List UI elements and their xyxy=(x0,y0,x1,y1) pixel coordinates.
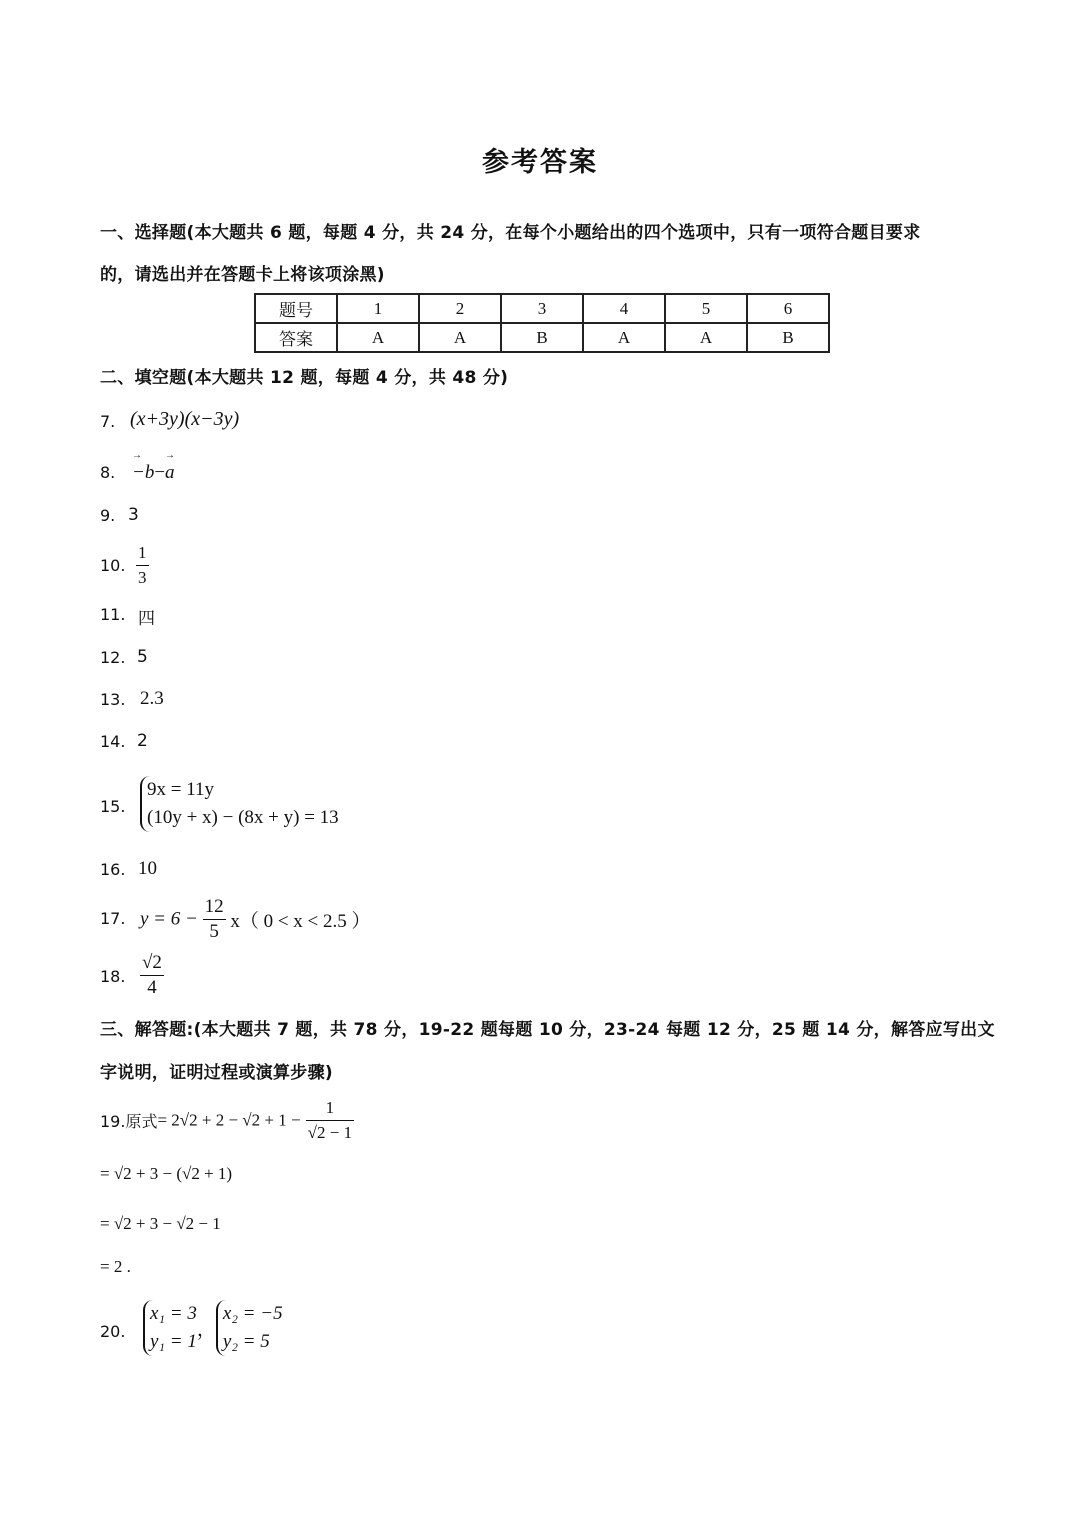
equation-line-2: (10y + x) − (8x + y) = 13 xyxy=(147,807,339,828)
answer-17 xyxy=(140,895,371,944)
fraction-numerator: 12 xyxy=(203,895,226,920)
table-cell-number: 2 xyxy=(419,294,501,323)
question-8-number: 8. xyxy=(100,463,116,482)
question-11-number: 11. xyxy=(100,605,126,624)
answer-15 xyxy=(140,776,339,832)
table-cell-number: 4 xyxy=(583,294,665,323)
fraction-denominator: 3 xyxy=(138,568,147,587)
table-cell-answer: B xyxy=(501,323,583,352)
fraction-numerator: 1 xyxy=(136,541,149,566)
answer-17-lhs: y = 6 − xyxy=(140,908,198,930)
fraction-numerator: 1 xyxy=(306,1096,354,1121)
answer-19-label: 19.原式 xyxy=(100,1112,158,1131)
table-row-numbers xyxy=(255,294,829,323)
question-20-number: 20. xyxy=(100,1322,126,1341)
question-18-number: 18. xyxy=(100,967,126,986)
answer-14: 2 xyxy=(137,731,148,751)
fraction xyxy=(136,541,149,590)
question-9-number: 9. xyxy=(100,506,116,525)
equation-line-1: x₁ = 3 xyxy=(150,1303,197,1324)
table-cell-answer: B xyxy=(747,323,829,352)
question-10-number: 10. xyxy=(100,556,126,575)
question-13-number: 13. xyxy=(100,690,126,709)
answer-13: 2.3 xyxy=(140,688,164,709)
equation-line-2: y₂ = 5 xyxy=(222,1331,270,1352)
answer-16: 10 xyxy=(138,858,157,879)
table-row-answers xyxy=(255,323,829,352)
question-7-number: 7. xyxy=(100,412,116,431)
fraction-numerator: √2 xyxy=(140,951,164,976)
question-12-number: 12. xyxy=(100,648,126,667)
fraction xyxy=(203,895,226,944)
section2-heading: 二、填空题(本大题共 12 题，每题 4 分，共 48 分) xyxy=(100,368,509,388)
question-15-number: 15. xyxy=(100,797,126,816)
table-cell-number: 6 xyxy=(747,294,829,323)
answer-19-line3: = √2 + 3 − √2 − 1 xyxy=(100,1214,221,1233)
table-cell-number: 1 xyxy=(337,294,419,323)
question-14-number: 14. xyxy=(100,732,126,751)
answer-12: 5 xyxy=(137,647,148,667)
table-cell-number: 5 xyxy=(665,294,747,323)
table-cell-answer: A xyxy=(583,323,665,352)
answer-8-minus: − xyxy=(154,462,166,483)
fraction xyxy=(140,951,164,1000)
equation-system xyxy=(140,776,339,832)
equation-line-1: x₂ = −5 xyxy=(222,1303,283,1324)
answer-11: 四 xyxy=(138,609,155,629)
answer-8 xyxy=(132,462,175,484)
question-16-number: 16. xyxy=(100,860,126,879)
vector-a: → a xyxy=(165,462,175,484)
equation-line-1: 9x = 11y xyxy=(147,779,215,800)
table-cell-answer: A xyxy=(665,323,747,352)
equation-system-2 xyxy=(216,1300,283,1356)
answer-19-line1 xyxy=(100,1096,354,1145)
answer-19-line2: = √2 + 3 − (√2 + 1) xyxy=(100,1164,233,1183)
table-header-label: 题号 xyxy=(255,294,337,323)
section1-heading-line2: 的，请选出并在答题卡上将该项涂黑) xyxy=(100,265,385,285)
table-cell-number: 3 xyxy=(501,294,583,323)
table-cell-answer: A xyxy=(419,323,501,352)
fraction-denominator: √2 − 1 xyxy=(307,1123,353,1142)
answer-20 xyxy=(143,1300,283,1356)
section3-heading-line2: 字说明，证明过程或演算步骤) xyxy=(100,1063,333,1083)
answer-9: 3 xyxy=(128,505,139,525)
question-17-number: 17. xyxy=(100,909,126,928)
answer-19-expression: = 2√2 + 2 − √2 + 1 − xyxy=(157,1110,301,1130)
equation-line-2: y₁ = 1 xyxy=(150,1331,197,1352)
equation-system-1 xyxy=(143,1300,197,1356)
section1-heading-line1: 一、选择题(本大题共 6 题，每题 4 分，共 24 分，在每个小题给出的四个选项中，只有一项符合题目要求 xyxy=(100,223,921,243)
separator-comma: ， xyxy=(196,1319,216,1341)
answer-19-line4: = 2 . xyxy=(100,1257,131,1276)
answer-18 xyxy=(140,951,164,1000)
page-title: 参考答案 xyxy=(482,147,598,178)
table-cell-answer: A xyxy=(337,323,419,352)
answer-7: (x+3y)(x−3y) xyxy=(130,408,240,430)
answer-table xyxy=(254,293,830,353)
fraction-denominator: 4 xyxy=(147,977,157,998)
fraction xyxy=(306,1096,354,1145)
fraction-denominator: 5 xyxy=(209,921,219,942)
section3-heading-line1: 三、解答题:(本大题共 7 题，共 78 分，19-22 题每题 10 分，23-24 每题 12 分，25 题 14 分，解答应写出文 xyxy=(100,1020,995,1040)
answer-10 xyxy=(136,541,149,590)
vector-b: → −b xyxy=(132,462,154,484)
table-answer-label: 答案 xyxy=(255,323,337,352)
answer-17-domain: x（ 0 < x < 2.5 ） xyxy=(230,911,371,932)
